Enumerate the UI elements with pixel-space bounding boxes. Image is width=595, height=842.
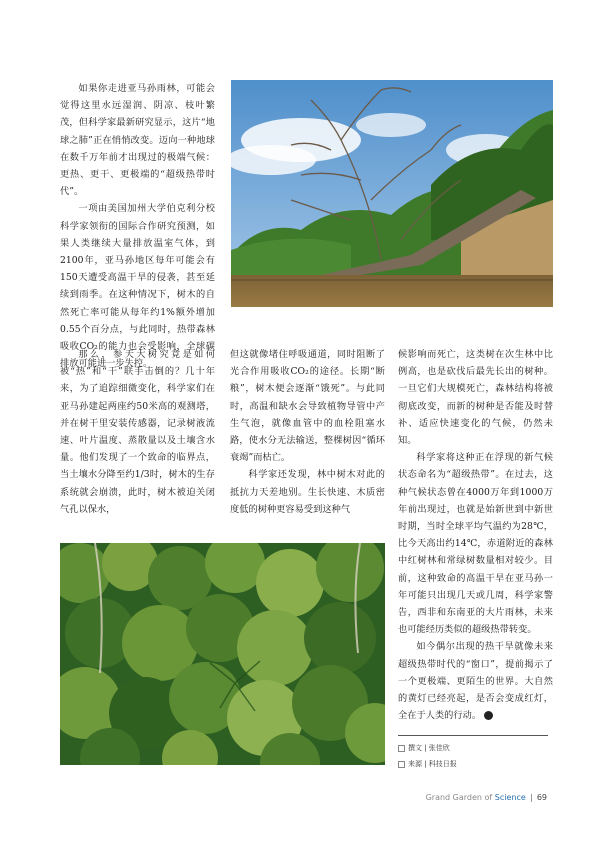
paragraph: 但这就像堵住呼吸通道，同时阻断了光合作用吸收CO₂的途径。长期“断粮”，树木便会逐渐“饿死”。与此同时，高温和缺水会导致植物导管中产生气泡，就像血管中的血栓阻塞水路，使水分无法输送，整棵树因“循环衰竭”而枯亡。 [230, 349, 385, 464]
page-number: 69 [536, 793, 547, 802]
end-mark-icon: S [484, 711, 493, 720]
column-2-lower [230, 346, 385, 518]
paragraph: 科学家将这种正在浮现的新气候状态命名为“超级热带”。在过去，这种气候状态曾在4000万年到1000万年前出现过，也就是始新世到中新世时期，当时全球平均气温约为28℃，比今天高出约14℃，赤道附近的森林中红树林和常绿树数量相对较少。目前，这种致命的高温干旱在亚马孙一年可能只出现几天或几周，科学家警告，西非和东南亚的大片雨林，未来也可能经历类似的超级热带转变。 [398, 452, 553, 636]
paragraph: 科学家还发现，林中树木对此的抵抗力天差地别。生长快速、木质密度低的树种更容易受到这种气 [230, 469, 385, 515]
paragraph: 候影响而死亡，这类树在次生林中比例高，也是砍伐后最先长出的树种。一旦它们大规模死亡，森林结构将被彻底改变，而新的树种是否能及时替补、适应快速变化的气候，仍然未知。 [398, 349, 553, 447]
rainforest-canopy-photo [60, 543, 385, 765]
paragraph: 那么，参天大树究竟是如何被“热”和“干”联手击倒的？几十年来，为了追踪细微变化，科学家们在亚马孙建起两座约50米高的观测塔，并在树干里安装传感器，记录树液流速、叶片温度、蒸散量以及土壤含水量。他们发现了一个致命的临界点，当土壤水分降至约1/3时，树木的生存系统就会崩溃，此时，树木被迫关闭气孔以保水， [60, 349, 215, 515]
paragraph [398, 638, 553, 724]
column-1-top [60, 80, 215, 372]
column-1-lower [60, 346, 215, 518]
writer-credit-text: 撰文 | 张佳欣 [408, 744, 450, 752]
paragraph: 如果你走进亚马孙雨林，可能会觉得这里水远湿润、阴凉、枝叶繁茂，但科学家最新研究显示，这片“地球之肺”正在悄悄改变。迈向一种地球在数千万年前才出现过的极端气候：更热、更干、更极端的“超级热带时代”。 [60, 83, 215, 198]
column-3 [398, 346, 553, 724]
credits-rule [398, 735, 548, 736]
paragraph: 一项由美国加州大学伯克利分校科学家领衔的国际合作研究预测，如果人类继续大量排放温室气体，到2100年，亚马孙地区每年可能会有150天遭受高温干旱的侵袭，甚至延续到雨季。在这种情况下，树木的自然死亡率可能从每年约1%额外增加0.55个百分点，与此同时，热带森林吸收CO₂的能力也会受影响，全球碳排放可能进一步失控。 [60, 203, 215, 370]
river-fallen-tree-photo [231, 80, 553, 307]
square-bullet-icon [398, 761, 405, 768]
credits [398, 735, 548, 772]
brand-word: Science [494, 793, 526, 802]
source-credit-text: 来源 | 科技日报 [408, 760, 457, 768]
paragraph-text: 如今偶尔出现的热干旱就像未来超级热带时代的“窗口”，提前揭示了一个更极端、更陌生的世界。大自然的黄灯已经亮起，是否会变成红灯，全在于人类的行动。 [398, 641, 553, 722]
footer-divider [531, 794, 532, 802]
brand-prefix: Grand Garden of [425, 793, 493, 802]
writer-credit [398, 740, 548, 756]
magazine-brand [426, 793, 526, 802]
page-footer [426, 793, 547, 802]
square-bullet-icon [398, 745, 405, 752]
source-credit [398, 756, 548, 772]
